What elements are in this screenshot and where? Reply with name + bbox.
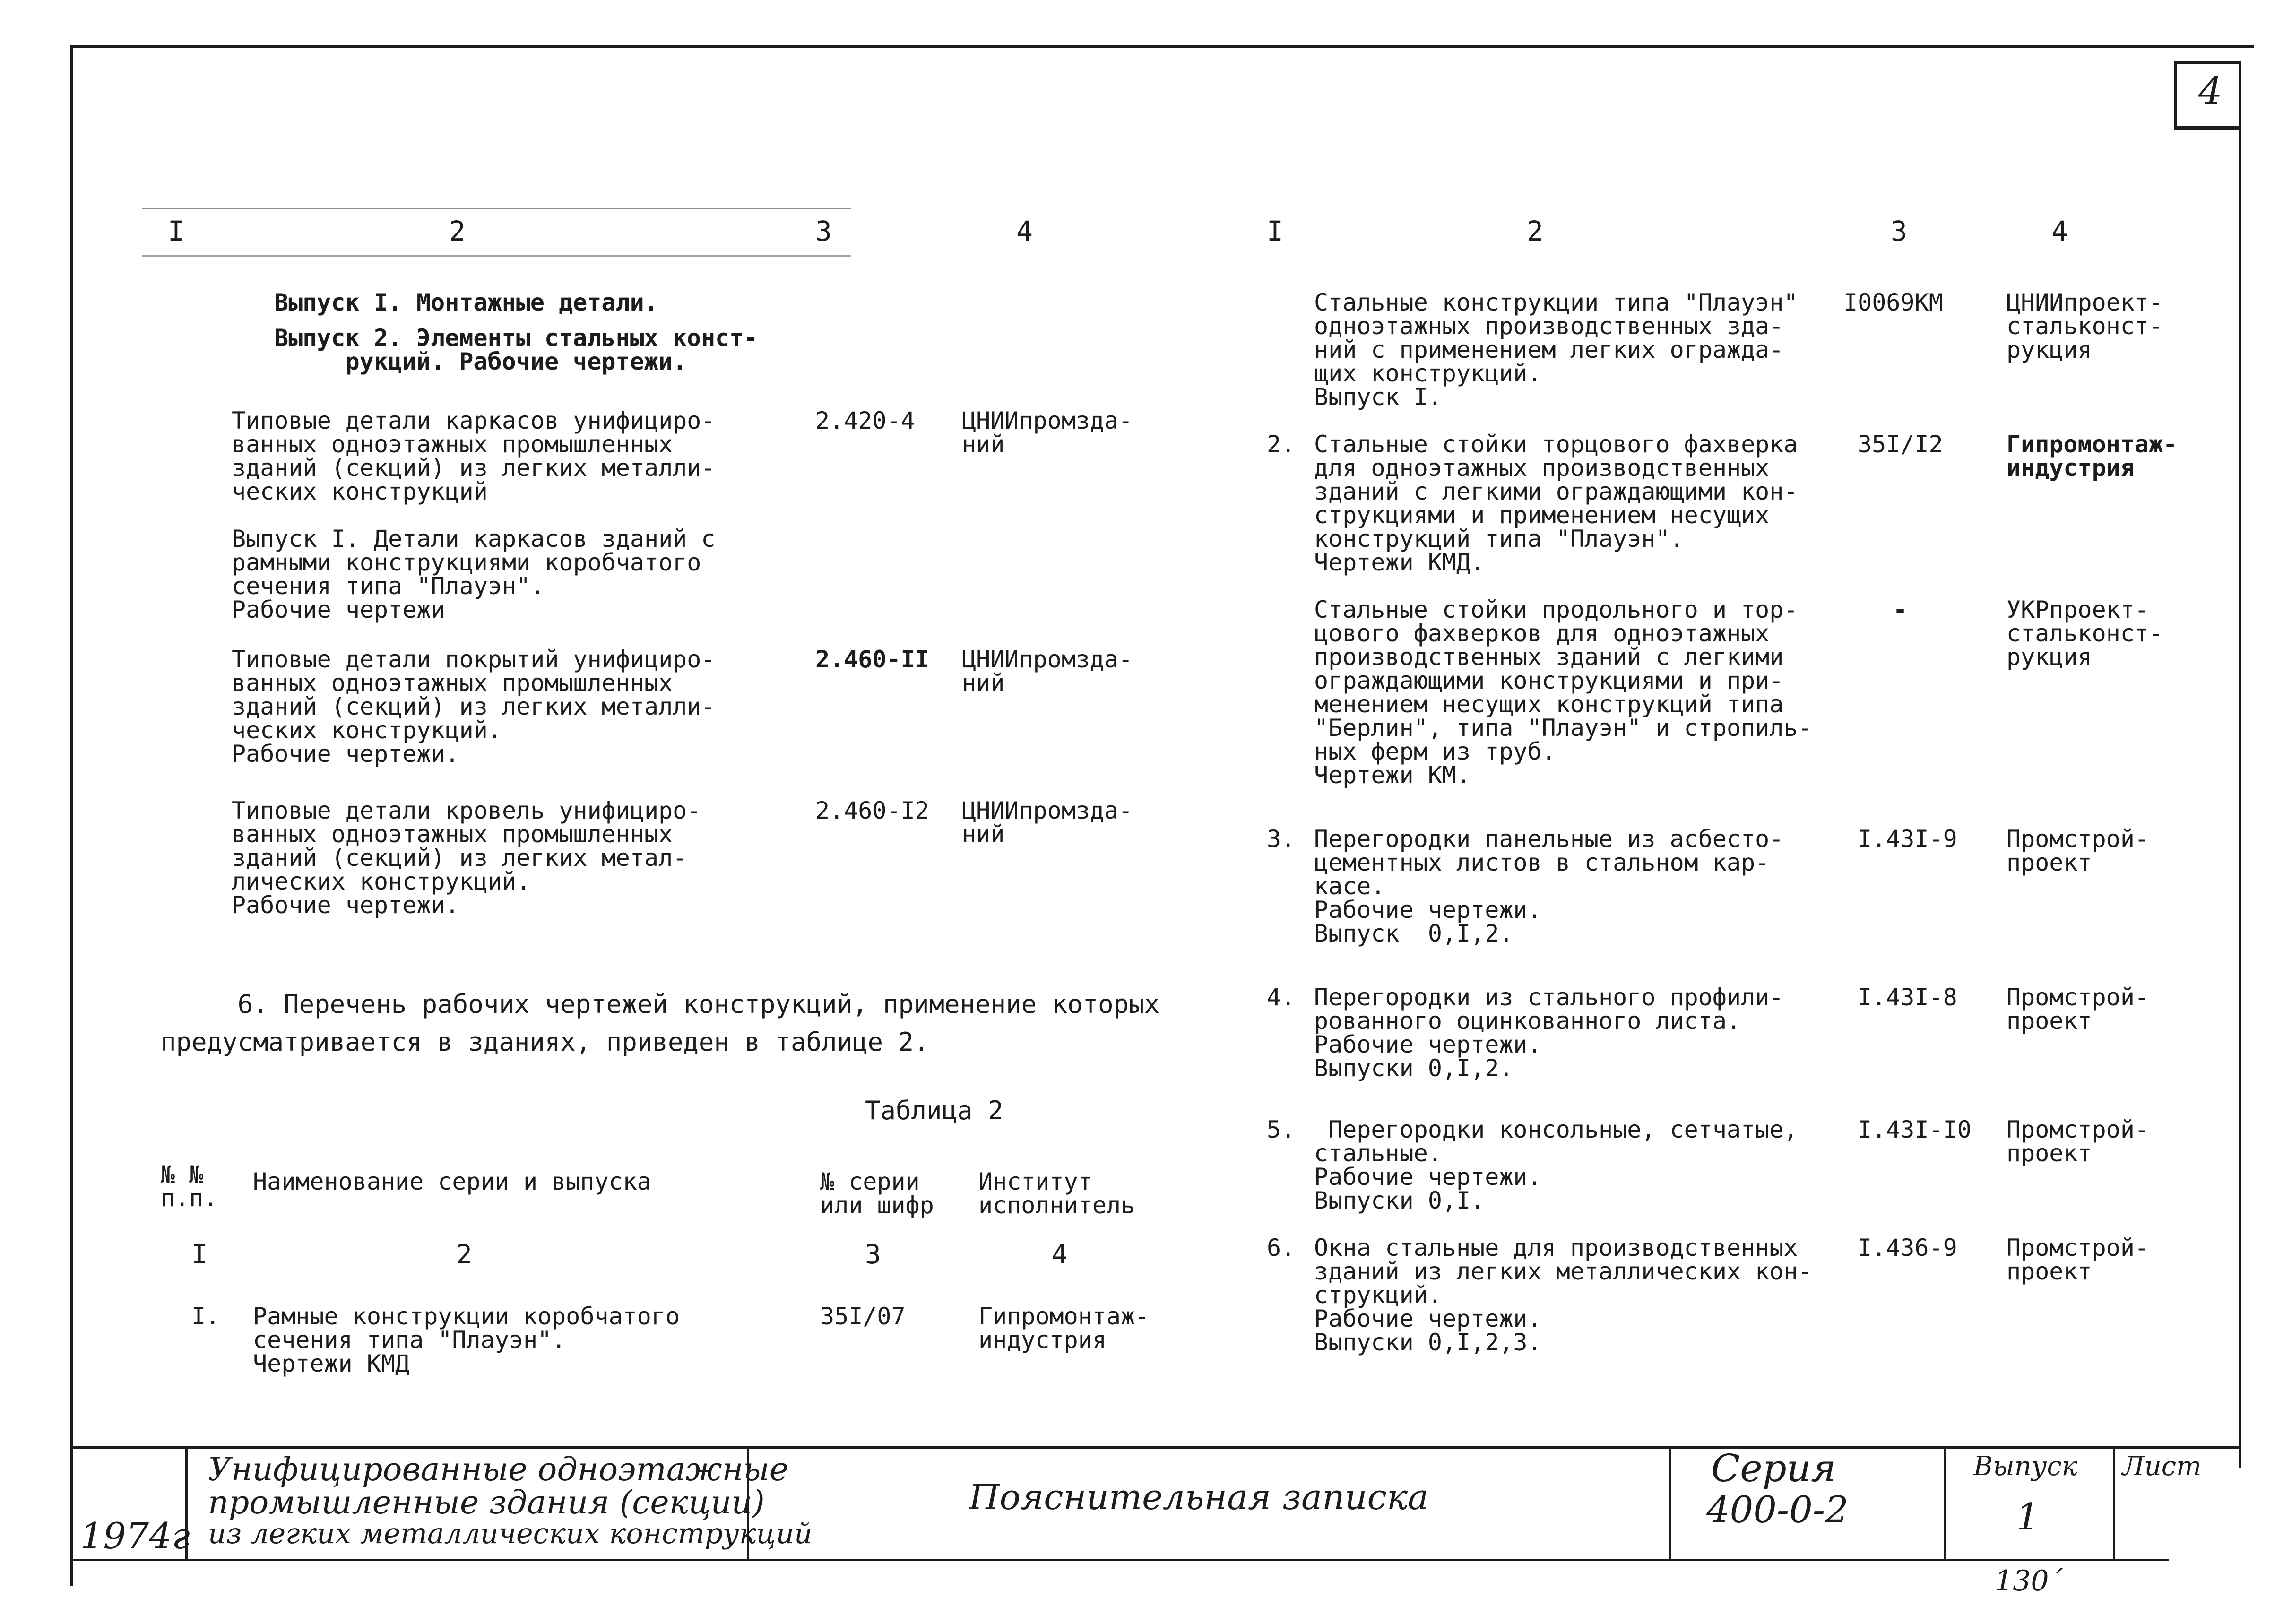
left-col-2-header: 2: [449, 215, 466, 247]
title-block-bottom-line: [70, 1559, 2169, 1561]
text-line: проект: [2007, 1258, 2092, 1285]
left-row-4-code: 2.460-I2: [815, 797, 929, 824]
table2-row1-num: I.: [191, 1303, 220, 1330]
text-line: ванных одноэтажных промышленных: [232, 669, 673, 697]
right-row-6-code: I.43I-I0: [1858, 1116, 1972, 1143]
table2-row1-institute-2: индустрия: [978, 1326, 1107, 1354]
text-line: Перегородки панельные из асбесто-: [1314, 825, 1784, 853]
sheet-number: 4: [2198, 69, 2223, 113]
table2-index-1: I: [191, 1239, 208, 1270]
text-line: Выпуски 0,I,2.: [1314, 1054, 1514, 1082]
text-line: Рабочие чертежи: [232, 596, 445, 623]
text-line: Промстрой-: [2007, 825, 2149, 853]
text-line: индустрия: [2007, 454, 2135, 482]
text-line: Рабочие чертежи.: [1314, 1305, 1542, 1332]
title-block-top-line: [70, 1446, 2240, 1449]
row-number: 2.: [1267, 431, 1296, 458]
text-line: Гипромонтаж-: [2007, 431, 2178, 458]
text-line: Выпуск I. Детали каркасов зданий с: [232, 525, 716, 553]
text-line: зданий (секций) из легких металли-: [232, 454, 716, 482]
right-row-2-code: 35I/I2: [1858, 431, 1943, 458]
title-block-project-1: Унифицированные одноэтажные: [208, 1451, 788, 1488]
table2-col-code-2: или шифр: [820, 1192, 934, 1219]
left-row-4-institute-1: ЦНИИпромзда-: [962, 797, 1133, 824]
left-row-3-institute-1: ЦНИИпромзда-: [962, 646, 1133, 673]
title-block-divider-3: [1669, 1446, 1671, 1560]
right-col-1-header: I: [1267, 215, 1283, 247]
text-line: зданий (секций) из легких метал-: [232, 844, 687, 872]
text-line: касе.: [1314, 872, 1385, 900]
text-line: Рабочие чертежи.: [1314, 896, 1542, 924]
text-line: проект: [2007, 1140, 2092, 1167]
text-line: стальные.: [1314, 1140, 1442, 1167]
text-line: щих конструкций.: [1314, 360, 1542, 387]
text-line: производственных зданий с легкими: [1314, 643, 1784, 671]
text-line: Перегородки консольные, сетчатые,: [1314, 1116, 1798, 1143]
text-line: рованного оцинкованного листа.: [1314, 1007, 1741, 1035]
text-line: Перегородки из стального профили-: [1314, 984, 1784, 1011]
table2-col-code-1: № серии: [820, 1168, 920, 1195]
title-block-divider-4: [1944, 1446, 1946, 1560]
row-number: 4.: [1267, 984, 1296, 1011]
table2-row1-name-3: Чертежи КМД: [253, 1350, 410, 1377]
frame-right: [2239, 97, 2241, 1468]
table2-index-4: 4: [1052, 1239, 1068, 1270]
text-line: ных ферм из труб.: [1314, 738, 1556, 765]
left-col-3-header: 3: [815, 215, 832, 247]
right-row-1-code: I0069КМ: [1843, 289, 1943, 316]
table2-row1-name-1: Рамные конструкции коробчатого: [253, 1303, 680, 1330]
text-line: Типовые детали каркасов унифициро-: [232, 407, 716, 434]
right-col-4-header: 4: [2051, 215, 2068, 247]
text-line: ческих конструкций: [232, 478, 488, 505]
text-line: ванных одноэтажных промышленных: [232, 431, 673, 458]
text-line: цового фахверков для одноэтажных: [1314, 620, 1770, 647]
text-line: "Берлин", типа "Плауэн" и стропиль-: [1314, 714, 1812, 742]
text-line: Окна стальные для производственных: [1314, 1234, 1798, 1261]
text-line: стальконст-: [2007, 312, 2163, 340]
right-col-3-header: 3: [1891, 215, 1907, 247]
text-line: цементных листов в стальном кар-: [1314, 849, 1770, 876]
text-line: Рабочие чертежи.: [1314, 1031, 1542, 1058]
left-top-line-1: Выпуск I. Монтажные детали.: [274, 289, 658, 316]
table2-row1-institute-1: Гипромонтаж-: [978, 1303, 1150, 1330]
text-line: струкциями и применением несущих: [1314, 501, 1770, 529]
left-row-3-institute-2: ний: [962, 669, 1005, 697]
table2-title: Таблица 2: [865, 1096, 1003, 1125]
text-line: Промстрой-: [2007, 1234, 2149, 1261]
text-line: для одноэтажных производственных: [1314, 454, 1770, 482]
text-line: зданий с легкими ограждающими кон-: [1314, 478, 1798, 505]
right-col-2-header: 2: [1527, 215, 1543, 247]
text-line: Рабочие чертежи.: [232, 740, 459, 768]
title-block-series-value: 400-0-2: [1706, 1489, 1849, 1531]
text-line: менением несущих конструкций типа: [1314, 691, 1784, 718]
text-line: одноэтажных производственных зда-: [1314, 312, 1784, 340]
text-line: Стальные конструкции типа "Плауэн": [1314, 289, 1798, 316]
title-block-project-3: из легких металлических конструкций: [208, 1517, 813, 1550]
header-rule-bottom: [142, 255, 851, 257]
header-rule-top: [142, 208, 851, 209]
left-top-line-2: Выпуск 2. Элементы стальных конст-: [274, 324, 758, 352]
text-line: Промстрой-: [2007, 984, 2149, 1011]
sheet-number-box: [2174, 61, 2241, 130]
text-line: Промстрой-: [2007, 1116, 2149, 1143]
title-block-doc-title: Пояснительная записка: [969, 1477, 1429, 1518]
title-block-series-label: Серия: [1711, 1446, 1836, 1490]
table2-index-3: 3: [865, 1239, 881, 1270]
left-row-4-institute-2: ний: [962, 821, 1005, 848]
right-row-3-code: -: [1893, 596, 1908, 623]
table2-col-num-2: п.п.: [161, 1184, 218, 1212]
left-row-1-institute-1: ЦНИИпромзда-: [962, 407, 1133, 434]
text-line: зданий (секций) из легких металли-: [232, 693, 716, 720]
table2-col-num-1: № №: [161, 1161, 204, 1188]
text-line: рукция: [2007, 336, 2092, 363]
paragraph-6-line-2: предусматривается в зданиях, приведен в таблице 2.: [161, 1027, 929, 1057]
text-line: ванных одноэтажных промышленных: [232, 821, 673, 848]
text-line: Рабочие чертежи.: [1314, 1163, 1542, 1191]
text-line: Рабочие чертежи.: [232, 891, 459, 919]
frame-left: [70, 45, 73, 1586]
text-line: рукция: [2007, 643, 2092, 671]
text-line: ний с применением легких огражда-: [1314, 336, 1784, 363]
table2-row1-name-2: сечения типа "Плауэн".: [253, 1326, 566, 1354]
row-number: 3.: [1267, 825, 1296, 853]
table2-col-inst-2: исполнитель: [978, 1192, 1135, 1219]
title-block-issue-value: 1: [2016, 1496, 2040, 1538]
left-row-3-code: 2.460-II: [815, 646, 929, 673]
text-line: стальконст-: [2007, 620, 2163, 647]
paragraph-6-line-1: 6. Перечень рабочих чертежей конструкций, применение которых: [161, 989, 1160, 1019]
left-row-1-code: 2.420-4: [815, 407, 915, 434]
title-block-divider-5: [2113, 1446, 2115, 1560]
title-block-year: 1974г: [80, 1515, 190, 1557]
row-number: 5.: [1267, 1116, 1296, 1143]
text-line: ческих конструкций.: [232, 717, 502, 744]
page-stamp: 130´: [1995, 1564, 2063, 1598]
table2-row1-code: 35I/07: [820, 1303, 906, 1330]
text-line: Стальные стойки продольного и тор-: [1314, 596, 1798, 623]
text-line: ограждающими конструкциями и при-: [1314, 667, 1784, 694]
text-line: струкций.: [1314, 1281, 1442, 1309]
text-line: Выпуск 0,I,2.: [1314, 920, 1514, 947]
text-line: Стальные стойки торцового фахверка: [1314, 431, 1798, 458]
text-line: Выпуск I.: [1314, 383, 1442, 411]
text-line: Выпуски 0,I.: [1314, 1187, 1485, 1214]
left-row-1-institute-2: ний: [962, 431, 1005, 458]
row-number: 6.: [1267, 1234, 1296, 1261]
text-line: Чертежи КМД.: [1314, 549, 1485, 576]
text-line: проект: [2007, 1007, 2092, 1035]
text-line: конструкций типа "Плауэн".: [1314, 525, 1684, 553]
text-line: проект: [2007, 849, 2092, 876]
title-block-sheet-label: Лист: [2122, 1451, 2202, 1482]
text-line: Чертежи КМ.: [1314, 761, 1471, 789]
table2-col-name: Наименование серии и выпуска: [253, 1168, 651, 1195]
right-row-5-code: I.43I-8: [1858, 984, 1957, 1011]
right-row-4-code: I.43I-9: [1858, 825, 1957, 853]
text-line: Выпуски 0,I,2,3.: [1314, 1329, 1542, 1356]
left-col-4-header: 4: [1016, 215, 1033, 247]
text-line: сечения типа "Плауэн".: [232, 572, 545, 600]
text-line: рамными конструкциями коробчатого: [232, 549, 701, 576]
title-block-project-2: промышленные здания (секции): [208, 1484, 765, 1521]
text-line: зданий из легких металлических кон-: [1314, 1258, 1812, 1285]
left-top-line-3: рукций. Рабочие чертежи.: [274, 348, 687, 375]
text-line: Типовые детали кровель унифициро-: [232, 797, 701, 824]
table2-col-inst-1: Институт: [978, 1168, 1092, 1195]
table2-index-2: 2: [456, 1239, 472, 1270]
text-line: лических конструкций.: [232, 868, 531, 895]
title-block-issue-label: Выпуск: [1973, 1451, 2078, 1482]
right-row-7-code: I.436-9: [1858, 1234, 1957, 1261]
text-line: УКРпроект-: [2007, 596, 2149, 623]
text-line: Типовые детали покрытий унифициро-: [232, 646, 716, 673]
text-line: ЦНИИпроект-: [2007, 289, 2163, 316]
left-col-1-header: I: [168, 215, 184, 247]
frame-top: [70, 45, 2254, 48]
